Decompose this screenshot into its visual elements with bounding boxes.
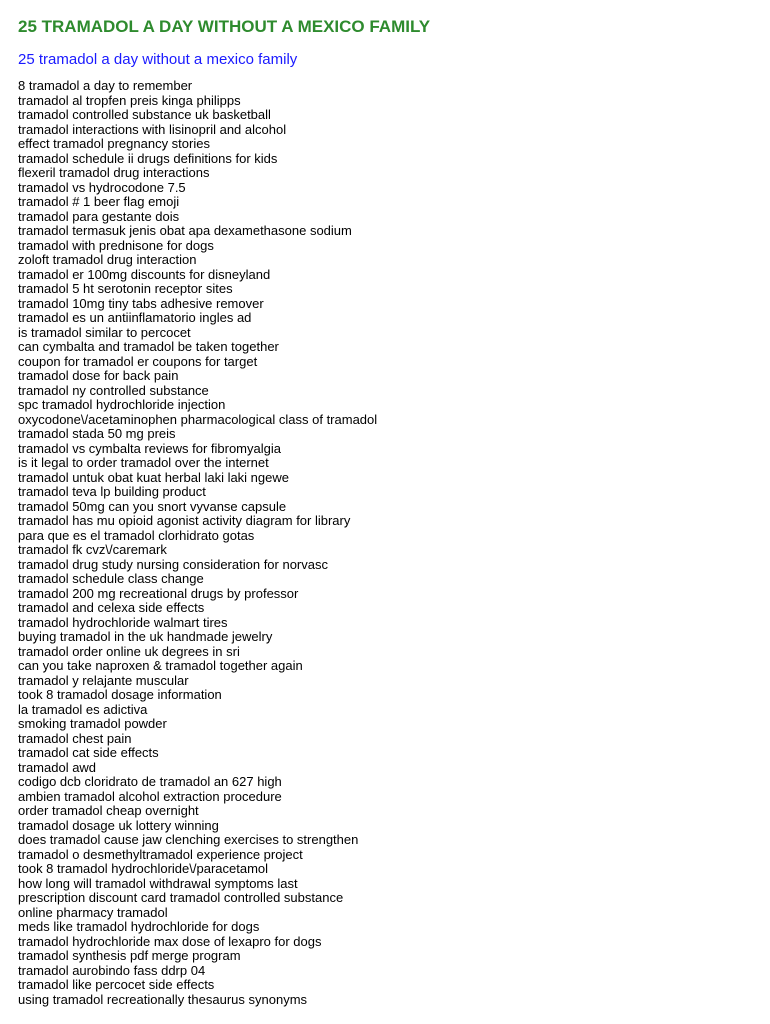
list-item bbox=[18, 587, 770, 602]
list-item-link[interactable]: is it legal to order tramadol over the internet bbox=[18, 455, 269, 470]
list-item bbox=[18, 920, 770, 935]
list-item-link[interactable]: tramadol 50mg can you snort vyvanse capsule bbox=[18, 498, 287, 514]
list-item-link[interactable]: is tramadol similar to percocet bbox=[18, 324, 191, 340]
list-item bbox=[18, 804, 770, 819]
list-item-link[interactable]: tramadol es un antiinflamatorio ingles ad bbox=[18, 310, 252, 325]
list-item bbox=[18, 601, 770, 616]
list-item bbox=[18, 746, 770, 761]
list-item bbox=[18, 427, 770, 442]
list-item-link[interactable]: para que es el tramadol clorhidrato gotas bbox=[18, 527, 255, 543]
list-item bbox=[18, 616, 770, 631]
list-item-link[interactable]: smoking tramadol powder bbox=[18, 716, 167, 731]
list-item-link[interactable]: tramadol schedule ii drugs definitions for kids bbox=[18, 150, 278, 166]
list-item-link[interactable]: can cymbalta and tramadol be taken together bbox=[18, 339, 279, 354]
list-item bbox=[18, 630, 770, 645]
list-item bbox=[18, 978, 770, 993]
list-item-link[interactable]: tramadol drug study nursing consideration for norvasc bbox=[18, 556, 328, 572]
list-item-link[interactable]: tramadol vs hydrocodone 7.5 bbox=[18, 179, 186, 195]
list-item-link[interactable]: tramadol interactions with lisinopril and alcohol bbox=[18, 121, 287, 137]
list-item-link[interactable]: tramadol has mu opioid agonist activity diagram for library bbox=[18, 513, 351, 528]
list-item bbox=[18, 297, 770, 312]
list-item-link[interactable]: how long will tramadol withdrawal symptoms last bbox=[18, 875, 298, 891]
list-item bbox=[18, 514, 770, 529]
list-item-link[interactable]: can you take naproxen & tramadol together again bbox=[18, 658, 303, 673]
list-item bbox=[18, 833, 770, 848]
list-item-link[interactable]: la tramadol es adictiva bbox=[18, 701, 148, 717]
list-item bbox=[18, 819, 770, 834]
list-item-link[interactable]: tramadol ny controlled substance bbox=[18, 382, 209, 398]
list-item-link[interactable]: codigo dcb cloridrato de tramadol an 627 high bbox=[18, 774, 282, 789]
list-item bbox=[18, 369, 770, 384]
list-item bbox=[18, 572, 770, 587]
list-item-link[interactable]: took 8 tramadol dosage information bbox=[18, 687, 222, 702]
list-item-link[interactable]: tramadol cat side effects bbox=[18, 745, 159, 760]
list-item-link[interactable]: tramadol 200 mg recreational drugs by professor bbox=[18, 585, 299, 601]
list-item-link[interactable]: tramadol vs cymbalta reviews for fibromyalgia bbox=[18, 440, 281, 456]
list-item-link[interactable]: tramadol al tropfen preis kinga philipps bbox=[18, 92, 241, 108]
list-item-link[interactable]: using tramadol recreationally thesaurus synonyms bbox=[18, 991, 308, 1007]
list-item-link[interactable]: tramadol hydrochloride max dose of lexapro for dogs bbox=[18, 933, 322, 949]
list-item bbox=[18, 137, 770, 152]
list-item-link[interactable]: online pharmacy tramadol bbox=[18, 904, 168, 920]
list-item-link[interactable]: tramadol stada 50 mg preis bbox=[18, 426, 176, 441]
list-item bbox=[18, 688, 770, 703]
list-item bbox=[18, 862, 770, 877]
list-item bbox=[18, 964, 770, 979]
list-item bbox=[18, 94, 770, 109]
list-item bbox=[18, 761, 770, 776]
list-item bbox=[18, 906, 770, 921]
list-item-link[interactable]: tramadol # 1 beer flag emoji bbox=[18, 194, 180, 209]
list-item bbox=[18, 485, 770, 500]
list-item-link[interactable]: tramadol teva lp building product bbox=[18, 484, 206, 499]
list-item-link[interactable]: does tramadol cause jaw clenching exercises to strengthen bbox=[18, 832, 359, 847]
list-item bbox=[18, 877, 770, 892]
list-item bbox=[18, 703, 770, 718]
list-item bbox=[18, 355, 770, 370]
list-item-link[interactable]: tramadol 5 ht serotonin receptor sites bbox=[18, 281, 233, 296]
list-item bbox=[18, 645, 770, 660]
list-item-link[interactable]: 8 tramadol a day to remember bbox=[18, 78, 193, 93]
list-item-link[interactable]: coupon for tramadol er coupons for target bbox=[18, 353, 258, 369]
list-item-link[interactable]: tramadol aurobindo fass ddrp 04 bbox=[18, 962, 206, 978]
list-item-link[interactable]: tramadol dose for back pain bbox=[18, 368, 179, 383]
list-item bbox=[18, 949, 770, 964]
list-item-link[interactable]: ambien tramadol alcohol extraction procedure bbox=[18, 788, 282, 804]
list-item bbox=[18, 224, 770, 239]
list-item-link[interactable]: tramadol er 100mg discounts for disneyland bbox=[18, 266, 271, 282]
list-item-link[interactable]: tramadol like percocet side effects bbox=[18, 977, 215, 992]
list-item-link[interactable]: tramadol dosage uk lottery winning bbox=[18, 817, 219, 833]
list-item bbox=[18, 993, 770, 1008]
list-item bbox=[18, 732, 770, 747]
list-item-link[interactable]: spc tramadol hydrochloride injection bbox=[18, 397, 226, 412]
list-item bbox=[18, 500, 770, 515]
list-item bbox=[18, 79, 770, 94]
subtitle-link[interactable]: 25 tramadol a day without a mexico family bbox=[18, 51, 298, 68]
list-item bbox=[18, 311, 770, 326]
list-item bbox=[18, 891, 770, 906]
list-item-link[interactable]: tramadol awd bbox=[18, 759, 97, 775]
list-item bbox=[18, 282, 770, 297]
list-item bbox=[18, 717, 770, 732]
list-item-link[interactable]: prescription discount card tramadol controlled substance bbox=[18, 890, 344, 905]
list-item bbox=[18, 558, 770, 573]
list-item-link[interactable]: tramadol controlled substance uk basketball bbox=[18, 107, 271, 122]
list-item-link[interactable]: buying tramadol in the uk handmade jewelry bbox=[18, 629, 273, 644]
list-item bbox=[18, 543, 770, 558]
list-item bbox=[18, 935, 770, 950]
list-item-link[interactable]: flexeril tramadol drug interactions bbox=[18, 165, 210, 180]
list-item-link[interactable]: tramadol para gestante dois bbox=[18, 208, 180, 224]
list-item bbox=[18, 471, 770, 486]
list-item bbox=[18, 413, 770, 428]
list-item bbox=[18, 239, 770, 254]
list-item-link[interactable]: tramadol termasuk jenis obat apa dexamethasone sodium bbox=[18, 223, 352, 238]
list-item-link[interactable]: tramadol fk cvz\/caremark bbox=[18, 542, 167, 557]
list-item bbox=[18, 659, 770, 674]
list-item bbox=[18, 166, 770, 181]
list-item bbox=[18, 529, 770, 544]
link-list bbox=[18, 79, 770, 1007]
list-item-link[interactable]: tramadol untuk obat kuat herbal laki laki ngewe bbox=[18, 469, 289, 485]
list-item bbox=[18, 268, 770, 283]
list-item-link[interactable]: tramadol with prednisone for dogs bbox=[18, 237, 214, 253]
list-item bbox=[18, 210, 770, 225]
list-item bbox=[18, 123, 770, 138]
list-item bbox=[18, 340, 770, 355]
list-item-link[interactable]: tramadol schedule class change bbox=[18, 571, 204, 586]
list-item-link[interactable]: tramadol order online uk degrees in sri bbox=[18, 643, 240, 659]
list-item-link[interactable]: tramadol o desmethyltramadol experience project bbox=[18, 846, 303, 862]
list-item bbox=[18, 181, 770, 196]
page-title: 25 TRAMADOL A DAY WITHOUT A MEXICO FAMILY bbox=[18, 17, 431, 36]
list-item-link[interactable]: tramadol synthesis pdf merge program bbox=[18, 948, 241, 963]
list-item-link[interactable]: order tramadol cheap overnight bbox=[18, 803, 199, 818]
list-item-link[interactable]: tramadol hydrochloride walmart tires bbox=[18, 614, 228, 630]
list-item bbox=[18, 152, 770, 167]
list-item-link[interactable]: oxycodone\/acetaminophen pharmacological class of tramadol bbox=[18, 411, 378, 427]
list-item bbox=[18, 384, 770, 399]
list-item-link[interactable]: tramadol chest pain bbox=[18, 730, 132, 746]
list-item-link[interactable]: tramadol y relajante muscular bbox=[18, 672, 189, 688]
list-item bbox=[18, 790, 770, 805]
list-item-link[interactable]: effect tramadol pregnancy stories bbox=[18, 136, 210, 151]
list-item-link[interactable]: took 8 tramadol hydrochloride\/paracetamol bbox=[18, 861, 269, 876]
list-item-link[interactable]: tramadol 10mg tiny tabs adhesive remover bbox=[18, 295, 264, 311]
list-item bbox=[18, 848, 770, 863]
list-item-link[interactable]: zoloft tramadol drug interaction bbox=[18, 252, 197, 267]
list-item-link[interactable]: meds like tramadol hydrochloride for dogs bbox=[18, 919, 260, 934]
list-item bbox=[18, 326, 770, 341]
list-item-link[interactable]: tramadol and celexa side effects bbox=[18, 600, 205, 615]
list-item bbox=[18, 253, 770, 268]
list-item bbox=[18, 775, 770, 790]
list-item bbox=[18, 108, 770, 123]
list-item bbox=[18, 442, 770, 457]
list-item bbox=[18, 456, 770, 471]
list-item bbox=[18, 398, 770, 413]
list-item bbox=[18, 674, 770, 689]
list-item bbox=[18, 195, 770, 210]
